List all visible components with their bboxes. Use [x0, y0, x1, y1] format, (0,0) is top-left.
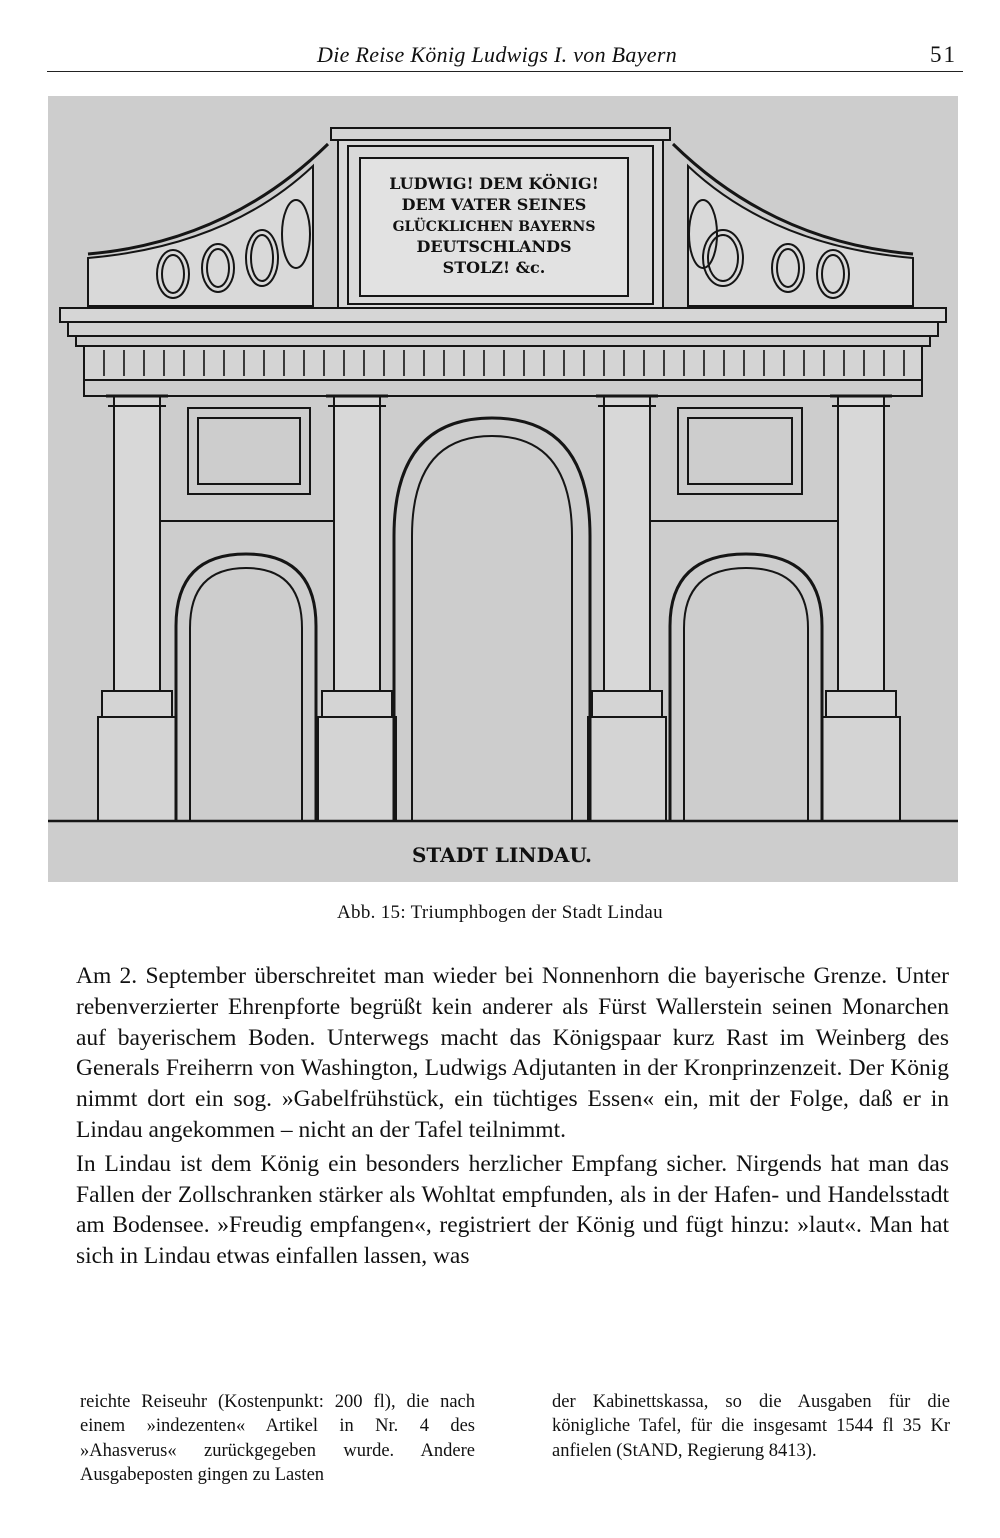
- inscription-line-5: STOLZ! &c.: [442, 258, 546, 277]
- cornice: [60, 308, 946, 322]
- body-text: [76, 961, 949, 1272]
- column-3: [604, 396, 650, 691]
- running-title: Die Reise König Ludwigs I. von Bayern: [317, 42, 677, 67]
- column-1: [114, 396, 160, 691]
- column-4: [838, 396, 884, 691]
- footnote-right-column: der Kabinettskassa, so die Ausgaben für die königliche Tafel, für die insgesamt 1544 fl 35 Kr anfielen (StAND, Regierung 8413).: [552, 1392, 950, 1461]
- frieze: [84, 346, 922, 380]
- running-header: [47, 36, 963, 72]
- arch-drawing: [48, 96, 958, 882]
- inscription-line-1: LUDWIG! DEM KÖNIG!: [389, 174, 599, 193]
- page-number: 51: [930, 42, 957, 67]
- figure-label: STADT LINDAU.: [411, 843, 593, 867]
- header-rule: [47, 71, 963, 72]
- inscription-line-4: DEUTSCHLANDS: [416, 237, 572, 256]
- inscription-line-2: DEM VATER SEINES: [401, 195, 587, 214]
- footnote-left-column: reichte Reiseuhr (Kostenpunkt: 200 fl), die nach einem »indezenten« Artikel in Nr. 4 des »Ahasverus« zurückgegeben wurde. Andere Ausgabeposten gingen zu Lasten: [80, 1392, 475, 1485]
- column-2: [334, 396, 380, 691]
- paragraph-2: In Lindau ist dem König ein besonders herzlicher Empfang sicher. Nirgends hat man das Fallen der Zollschranken stärker als Wohltat empfunden, als in der Hafen- und Handelsstadt am Bodensee. »Freudig empfangen«, registriert der König und fügt hinzu: »laut«. Man hat sich in Lindau etwas einfallen lassen, was: [76, 1150, 949, 1270]
- paragraph-1: Am 2. September überschreitet man wieder bei Nonnenhorn die bayerische Grenze. Unter rebenverzierter Ehrenpforte begrüßt kein anderer als Fürst Wallerstein seinen Monarchen auf bayerischem Boden. Unterwegs macht das Königspaar kurz Rast im Weinberg des Generals Freiherrn von Washington, Ludwigs Adjutanten in der Kronprinzenzeit. Der König nimmt dort ein sog. »Gabelfrühstück, ein tüchtiges Essen« ein, mit der Folge, daß er in Lindau angekommen – nicht an der Tafel teilnimmt.: [76, 963, 949, 1143]
- triumphal-arch-illustration: [48, 96, 958, 882]
- inscription-line-3: GLÜCKLICHEN BAYERNS: [392, 219, 596, 235]
- figure-caption: Abb. 15: Triumphbogen der Stadt Lindau: [337, 902, 663, 923]
